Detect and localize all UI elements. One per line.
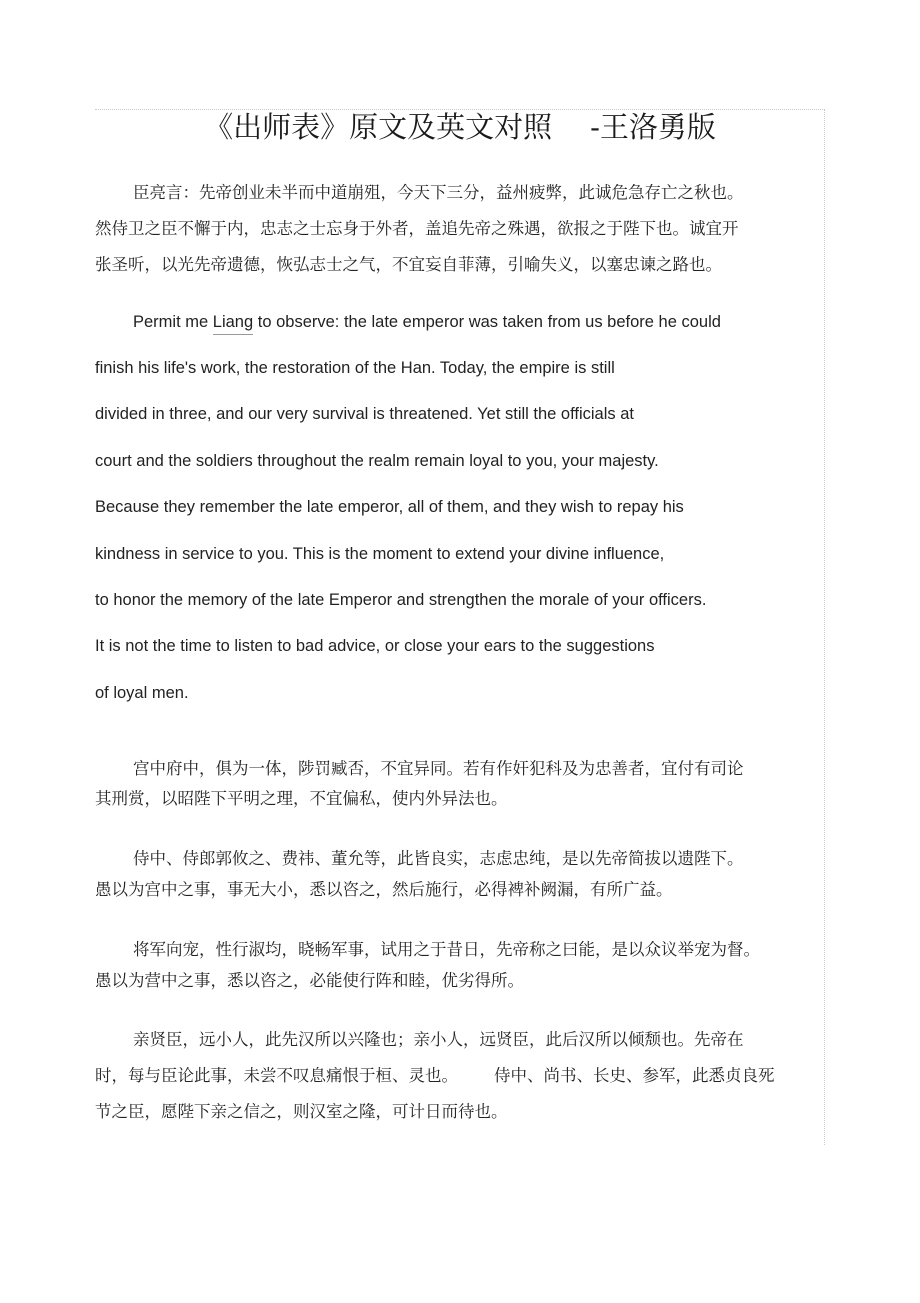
para1-en-line: Because they remember the late emperor, all of them, and they wish to repay his xyxy=(95,498,684,516)
para1-en-line: to honor the memory of the late Emperor and strengthen the morale of your officers. xyxy=(95,591,707,609)
para5-zh-line2-b: 侍中、尚书、长史、参军，此悉贞良死 xyxy=(494,1066,775,1085)
para4-zh-line: 将军向宠，性行淑均，晓畅军事，试用之于昔日，先帝称之曰能，是以众议举宠为督。 xyxy=(133,940,760,959)
para1-zh-line: 臣亮言：先帝创业未半而中道崩殂，今天下三分，益州疲弊，此诚危急存亡之秋也。 xyxy=(133,183,744,202)
para3-zh-line: 愚以为宫中之事，事无大小，悉以咨之，然后施行，必得裨补阙漏，有所广益。 xyxy=(95,880,673,899)
para1-en-line: It is not the time to listen to bad advice, or close your ears to the suggestions xyxy=(95,637,655,655)
title-main: 《出师表》原文及英文对照 xyxy=(204,110,553,144)
para1-en-line: kindness in service to you. This is the moment to extend your divine influence, xyxy=(95,545,665,563)
en-line1-rest: to observe: the late emperor was taken from us before he could xyxy=(257,313,721,331)
title-suffix: -王洛勇版 xyxy=(590,110,716,144)
para1-en-line: divided in three, and our very survival is threatened. Yet still the officials at xyxy=(95,405,634,423)
para2-zh-line: 其刑赏，以昭陛下平明之理，不宜偏私，使内外异法也。 xyxy=(95,789,508,808)
en-permit-me: Permit me xyxy=(133,313,209,331)
para1-zh-line: 然侍卫之臣不懈于内，忠志之士忘身于外者，盖追先帝之殊遇，欲报之于陛下也。诚宜开 xyxy=(95,219,739,238)
para2-zh-line: 宫中府中，俱为一体，陟罚臧否，不宜异同。若有作奸犯科及为忠善者，宜付有司论 xyxy=(133,759,744,778)
para5-zh-line: 亲贤臣，远小人，此先汉所以兴隆也；亲小人，远贤臣，此后汉所以倾颓也。先帝在 xyxy=(133,1030,744,1049)
document-title xyxy=(0,108,920,146)
para5-zh-line2-a: 时，每与臣论此事，未尝不叹息痛恨于桓、灵也。 xyxy=(95,1066,458,1085)
para5-zh-line xyxy=(95,1058,775,1094)
para1-en-line xyxy=(133,311,721,335)
para4-zh-line: 愚以为营中之事，悉以咨之，必能使行阵和睦，优劣得所。 xyxy=(95,971,524,990)
para1-zh-line: 张圣听，以光先帝遗德，恢弘志士之气，不宜妄自菲薄，引喻失义，以塞忠谏之路也。 xyxy=(95,255,722,274)
para5-zh-line: 节之臣，愿陛下亲之信之，则汉室之隆，可计日而待也。 xyxy=(95,1102,508,1121)
para1-en-line: finish his life's work, the restoration of the Han. Today, the empire is still xyxy=(95,359,615,377)
para1-en-line: of loyal men. xyxy=(95,684,189,702)
name-liang: Liang xyxy=(213,311,253,335)
para3-zh-line: 侍中、侍郎郭攸之、费祎、董允等，此皆良实，志虑忠纯，是以先帝简拔以遗陛下。 xyxy=(133,849,744,868)
para1-en-line: court and the soldiers throughout the realm remain loyal to you, your majesty. xyxy=(95,452,659,470)
